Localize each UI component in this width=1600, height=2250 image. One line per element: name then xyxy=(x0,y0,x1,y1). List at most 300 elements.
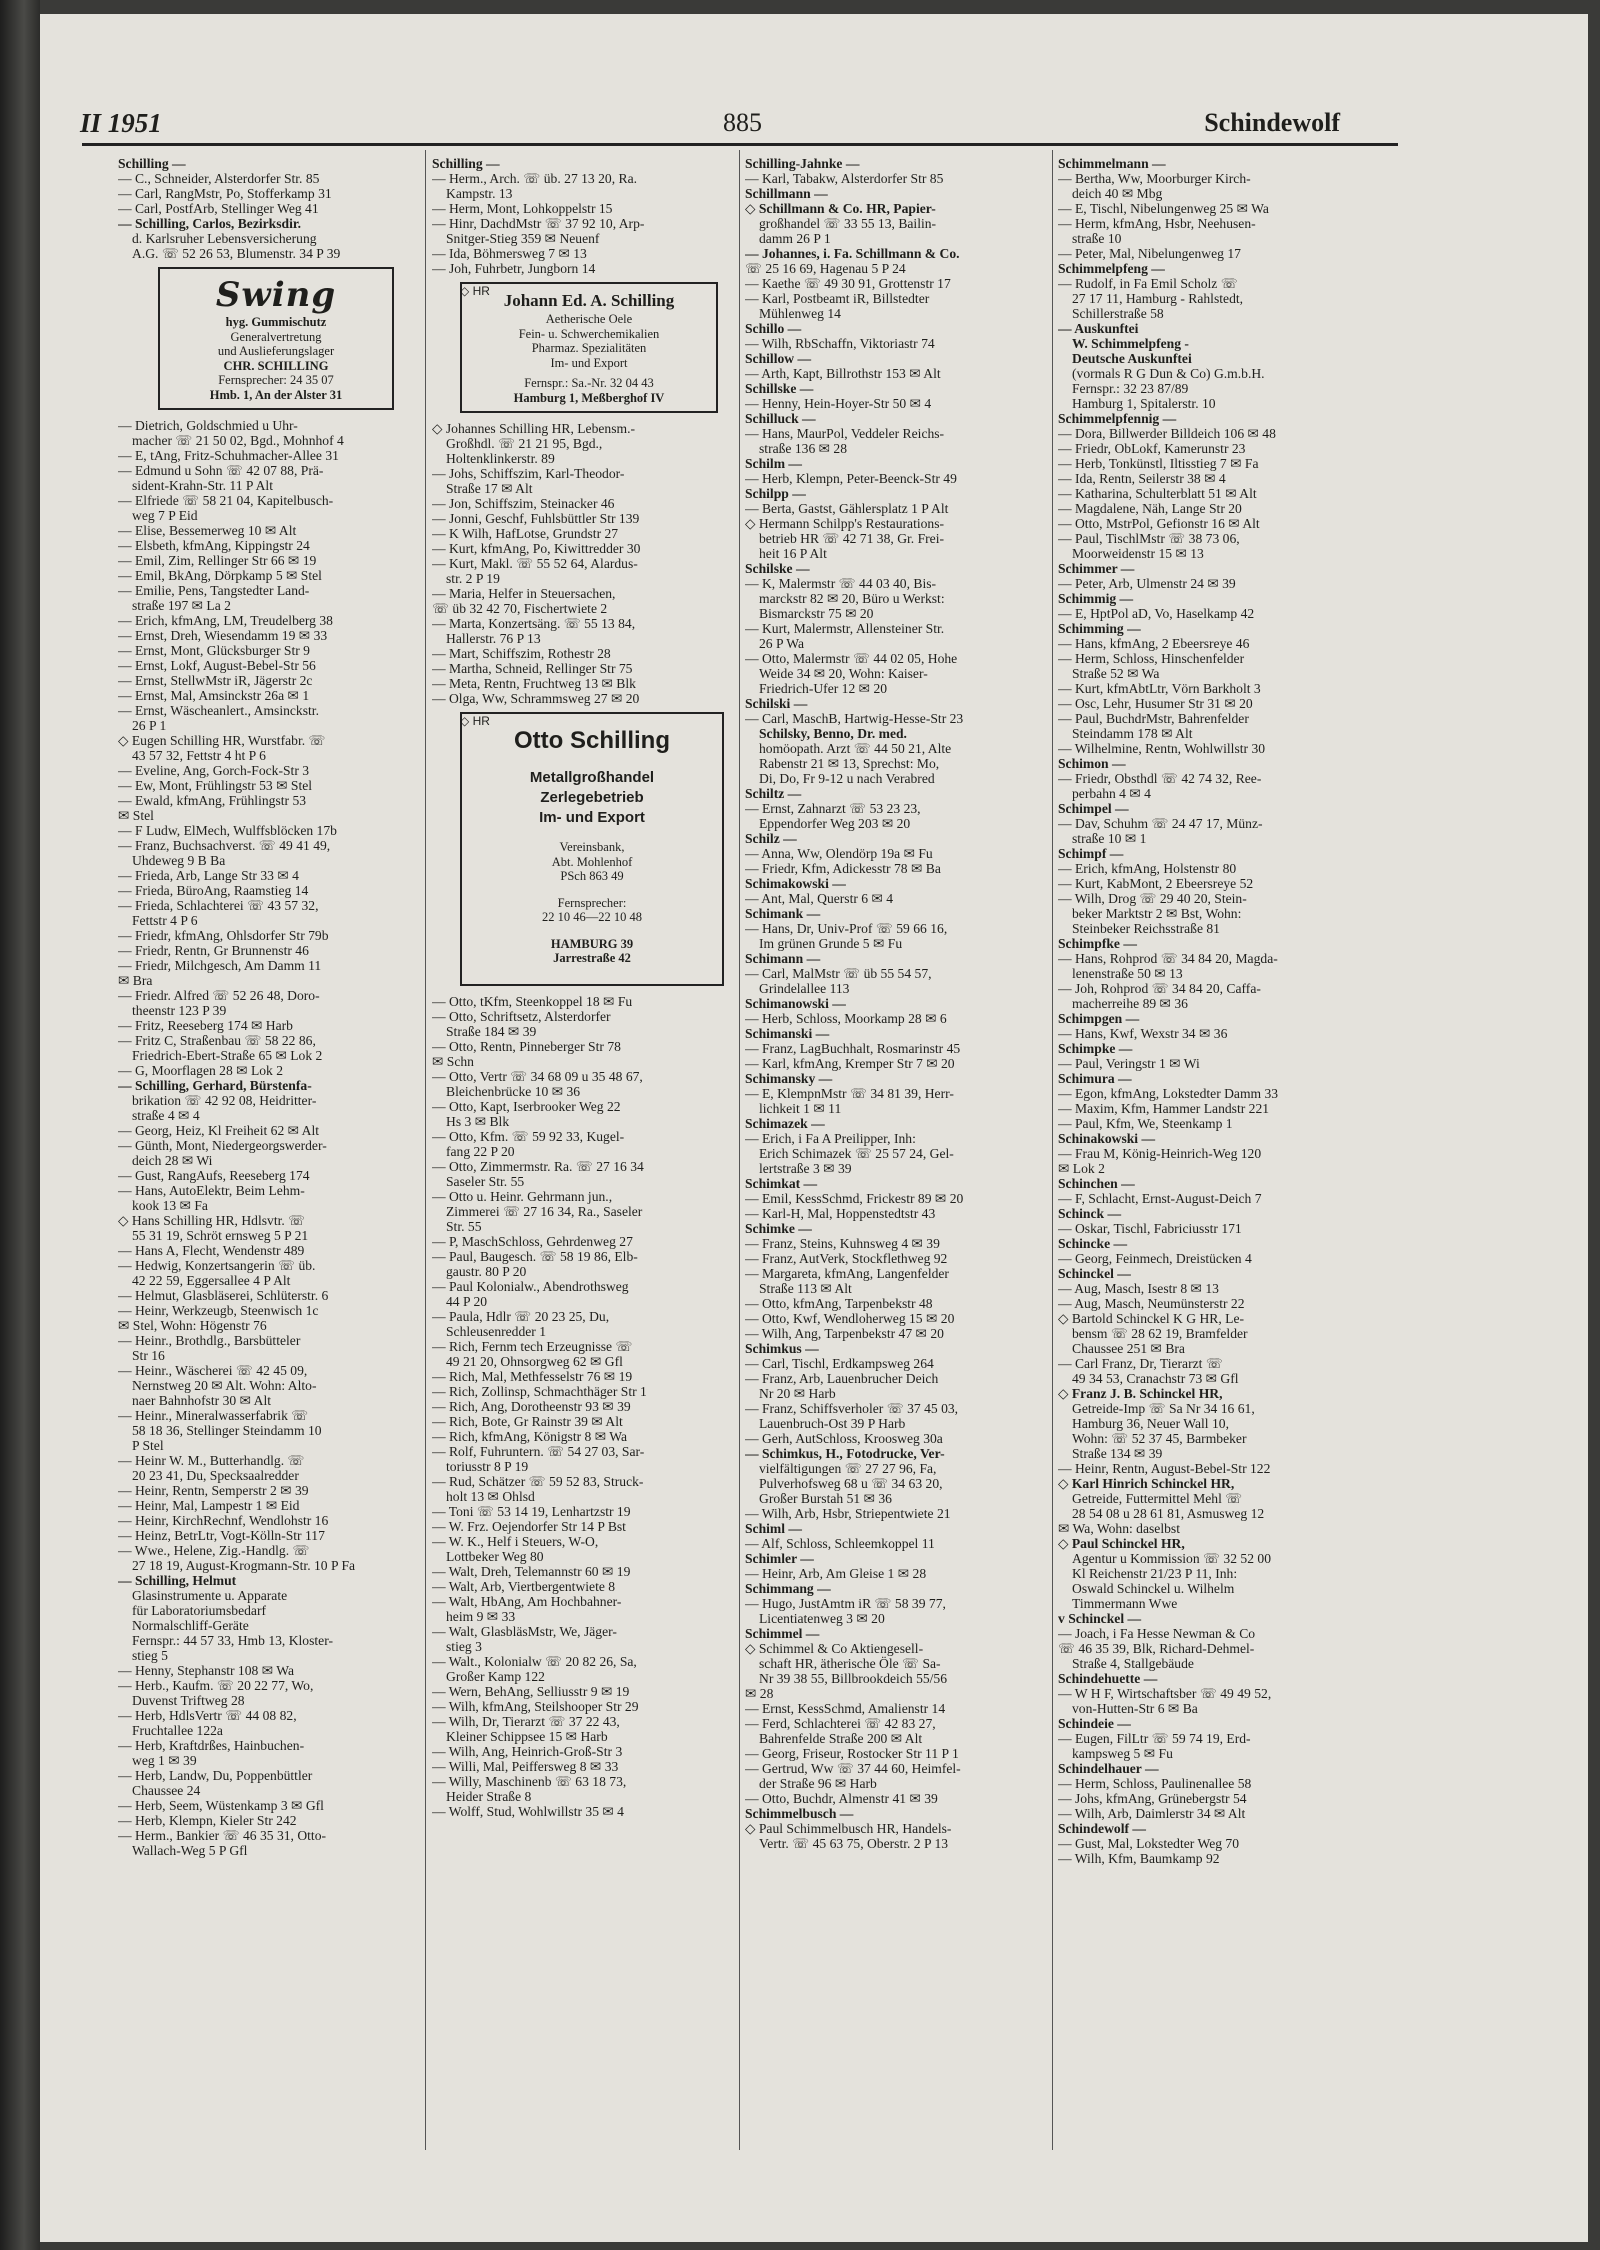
entry-line: macherreihe 89 ✉ 36 xyxy=(1072,996,1188,1011)
page-header xyxy=(80,100,1340,140)
entry-line: macher ☏ 21 50 02, Bgd., Mohnhof 4 xyxy=(132,433,344,448)
entry-line: Schiltz — xyxy=(745,786,802,801)
entry-line: toriusstr 8 P 19 xyxy=(446,1458,529,1474)
entry-line: schaft HR, ätherische Öle ☏ Sa- xyxy=(759,1656,941,1671)
entry-line: ◇ Paul Schinckel HR, xyxy=(1058,1536,1185,1551)
entry-line: — Walt, HbAng, Am Hochbahner- xyxy=(432,1593,622,1609)
entry-line: Schimkus — xyxy=(745,1341,819,1356)
entry-line: — Osc, Lehr, Husumer Str 31 ✉ 20 xyxy=(1058,696,1253,711)
entry-line: — Helmut, Glasbläserei, Schlüterstr. 6 xyxy=(118,1288,329,1303)
entry-line: Schimpke — xyxy=(1058,1041,1133,1056)
entry-line: — Toni ☏ 53 14 19, Lenhartzstr 19 xyxy=(432,1503,631,1519)
entry-line: — Ernst, Lokf, August-Bebel-Str 56 xyxy=(118,658,316,673)
entry-line: — Hans, Rohprod ☏ 34 84 20, Magda- xyxy=(1058,951,1278,966)
entry-line: — Anna, Ww, Olendörp 19a ✉ Fu xyxy=(745,846,933,861)
entry-line: Schimpgen — xyxy=(1058,1011,1140,1026)
entry-line: Schimmelbusch — xyxy=(745,1806,854,1821)
entry-line: — Kurt, kfmAbtLtr, Vörn Barkholt 3 xyxy=(1058,681,1261,696)
entry-line: Eppendorfer Weg 203 ✉ 20 xyxy=(759,816,911,831)
entry-line: Kl Reichenstr 21/23 P 11, Inh: xyxy=(1072,1566,1238,1581)
entry-line: Schilluck — xyxy=(745,411,816,426)
entry-line: — Henny, Hein-Hoyer-Str 50 ✉ 4 xyxy=(745,396,932,411)
entry-line: — Heinr, KirchRechnf, Wendlohstr 16 xyxy=(118,1513,329,1528)
entry-line: deich 40 ✉ Mbg xyxy=(1072,186,1163,201)
entry-line: — Ernst, Mont, Glücksburger Str 9 xyxy=(118,643,310,658)
entry-line: Schillow — xyxy=(745,351,812,366)
entry-line: perbahn 4 ✉ 4 xyxy=(1072,786,1151,801)
entry-line: fang 22 P 20 xyxy=(446,1143,515,1159)
entry-line: — Friedr, Kfm, Adickesstr 78 ✉ Ba xyxy=(745,861,941,876)
entry-line: Fettstr 4 P 6 xyxy=(132,913,198,928)
entry-line: lenenstraße 50 ✉ 13 xyxy=(1072,966,1183,981)
entry-line: — Herb., Kaufm. ☏ 20 22 77, Wo, xyxy=(118,1678,314,1693)
entry-line: Straße 4, Stallgebäude xyxy=(1072,1656,1194,1671)
entry-line: — Jon, Schiffszim, Steinacker 46 xyxy=(432,496,615,511)
entry-line: Lottbeker Weg 80 xyxy=(446,1548,544,1564)
entry-line: — Gerh, AutSchloss, Kroosweg 30a xyxy=(745,1431,943,1446)
entry-line: Schinckel — xyxy=(1058,1266,1131,1281)
entry-line: — C., Schneider, Alsterdorfer Str. 85 xyxy=(118,171,320,186)
entry-line: brikation ☏ 42 92 08, Heidritter- xyxy=(132,1093,317,1108)
ad-line: 22 10 46—22 10 48 xyxy=(542,910,642,924)
entry-line: Schimkat — xyxy=(745,1176,818,1191)
entry-line: — Otto u. Heinr. Gehrmann jun., xyxy=(432,1188,613,1204)
entry-line: Schilz — xyxy=(745,831,797,846)
entry-line: — Elsbeth, kfmAng, Kippingstr 24 xyxy=(118,538,310,553)
entry-line: — Aug, Masch, Isestr 8 ✉ 13 xyxy=(1058,1281,1219,1296)
entry-line: — Herb, HdlsVertr ☏ 44 08 82, xyxy=(118,1708,297,1723)
column-2 xyxy=(432,156,738,1819)
entry-line: straße 136 ✉ 28 xyxy=(759,441,848,456)
entry-line: Schimmelpfeng — xyxy=(1058,261,1165,276)
entry-line: — Dora, Billwerder Billdeich 106 ✉ 48 xyxy=(1058,426,1276,441)
entry-line: straße 10 xyxy=(1072,231,1122,246)
entry-line: Di, Do, Fr 9-12 u nach Verabred xyxy=(759,771,935,786)
entry-line: — Rich, Bote, Gr Rainstr 39 ✉ Alt xyxy=(432,1413,623,1429)
column-3 xyxy=(745,156,1051,1851)
entry-line: — Heinz, BetrLtr, Vogt-Kölln-Str 117 xyxy=(118,1528,325,1543)
entry-line: — Karl, kfmAng, Kremper Str 7 ✉ 20 xyxy=(745,1056,955,1071)
entry-line: ◇ Karl Hinrich Schinckel HR, xyxy=(1058,1476,1235,1491)
entry-line: Hallerstr. 76 P 13 xyxy=(446,631,541,646)
ad-line: PSch 863 49 xyxy=(560,869,624,883)
entry-line: ◇ Hans Schilling HR, Hdlsvtr. ☏ xyxy=(118,1213,306,1228)
column-1 xyxy=(118,156,424,1858)
entry-line: — Erich, kfmAng, Holstenstr 80 xyxy=(1058,861,1237,876)
entry-line: ☏ 25 16 69, Hagenau 5 P 24 xyxy=(745,261,906,276)
entry-line: — Carl, MalMstr ☏ üb 55 54 57, xyxy=(745,966,932,981)
ad-line: Pharmaz. Spezialitäten xyxy=(531,341,647,355)
entry-line: — Günth, Mont, Niedergeorgswerder- xyxy=(118,1138,327,1153)
entry-line: Bahrenfelde Straße 200 ✉ Alt xyxy=(759,1731,923,1746)
entry-line: — Rolf, Fuhruntern. ☏ 54 27 03, Sar- xyxy=(432,1443,645,1459)
entry-line: — Kurt, kfmAng, Po, Kiwittredder 30 xyxy=(432,541,641,556)
entry-line: — Herb, Klempn, Peter-Beenck-Str 49 xyxy=(745,471,957,486)
entry-line: — Ant, Mal, Querstr 6 ✉ 4 xyxy=(745,891,894,906)
entry-line: — Herb, Schloss, Moorkamp 28 ✉ 6 xyxy=(745,1011,947,1026)
entry-line: — Olga, Ww, Schrammsweg 27 ✉ 20 xyxy=(432,691,640,706)
entry-line: Oswald Schinckel u. Wilhelm xyxy=(1072,1581,1235,1596)
entry-line: Friedrich-Ufer 12 ✉ 20 xyxy=(759,681,888,696)
entry-line: homöopath. Arzt ☏ 44 50 21, Alte xyxy=(759,741,952,756)
entry-line: — P, MaschSchloss, Gehrdenweg 27 xyxy=(432,1233,633,1249)
entry-line: W. Schimmelpfeng - xyxy=(1072,336,1189,351)
entry-line: — Ewald, kfmAng, Frühlingstr 53 xyxy=(118,793,307,808)
entry-line: — Wilh, Arb, Hsbr, Striepentwiete 21 xyxy=(745,1506,951,1521)
ad-line: Fein- u. Schwerchemikalien xyxy=(518,326,660,341)
entry-line: Fruchtallee 122a xyxy=(132,1723,223,1738)
entry-line: — Carl, MaschB, Hartwig-Hesse-Str 23 xyxy=(745,711,964,726)
entry-line: — Georg, Heiz, Kl Freiheit 62 ✉ Alt xyxy=(118,1123,320,1138)
entry-line: — Franz, Arb, Lauenbrucher Deich xyxy=(745,1371,939,1386)
entry-line: Schimura — xyxy=(1058,1071,1132,1086)
entry-line: — Schilling, Gerhard, Bürstenfa- xyxy=(118,1078,312,1093)
entry-line: — Elise, Bessemerweg 10 ✉ Alt xyxy=(118,523,297,538)
entry-line: Steinbeker Reichsstraße 81 xyxy=(1072,921,1220,936)
entry-line: — Herb, Klempn, Kieler Str 242 xyxy=(118,1813,297,1828)
entry-line: Vertr. ☏ 45 63 75, Oberstr. 2 P 13 xyxy=(759,1836,949,1851)
entry-line: — Eveline, Ang, Gorch-Fock-Str 3 xyxy=(118,763,310,778)
entry-line: Schillo — xyxy=(745,321,802,336)
entry-line: 27 17 11, Hamburg - Rahlstedt, xyxy=(1072,291,1244,306)
entry-line: Straße 17 ✉ Alt xyxy=(446,481,533,496)
entry-line: — Herm, Mont, Lohkoppelstr 15 xyxy=(432,201,613,216)
ad-line: Fernsprecher: 24 35 07 xyxy=(218,373,334,387)
ad-line: Abt. Mohlenhof xyxy=(551,854,633,869)
entry-line: Duvenst Triftweg 28 xyxy=(132,1693,245,1708)
entry-line: — Herm, Schloss, Hinschenfelder xyxy=(1058,651,1245,666)
entry-line: — Heinr W. M., Butterhandlg. ☏ xyxy=(118,1453,305,1468)
entry-line: — Dietrich, Goldschmied u Uhr- xyxy=(118,418,298,433)
entry-line: — Hans, MaurPol, Veddeler Reichs- xyxy=(745,426,945,441)
entry-line: — Georg, Friseur, Rostocker Str 11 P 1 xyxy=(745,1746,959,1761)
entry-line: Moorweidenstr 15 ✉ 13 xyxy=(1072,546,1204,561)
entry-line: — E, KlempnMstr ☏ 34 81 39, Herr- xyxy=(745,1086,954,1101)
entry-line: ☏ üb 32 42 70, Fischertwiete 2 xyxy=(432,601,608,616)
entry-line: Schinakowski — xyxy=(1058,1131,1156,1146)
entry-line: Schimmer — xyxy=(1058,561,1135,576)
entry-line: Großer Kamp 122 xyxy=(446,1668,545,1684)
entry-line: Lauenbruch-Ost 39 P Harb xyxy=(759,1416,906,1431)
entry-line: bensm ☏ 28 62 19, Bramfelder xyxy=(1072,1326,1248,1341)
entry-line: — Elfriede ☏ 58 21 04, Kapitelbusch- xyxy=(118,493,334,508)
entry-line: — Willy, Maschinenb ☏ 63 18 73, xyxy=(432,1773,627,1789)
entry-line: Schimazek — xyxy=(745,1116,825,1131)
entry-line: — Gust, RangAufs, Reeseberg 174 xyxy=(118,1168,310,1183)
ad-line: Im- und Export xyxy=(550,355,628,370)
entry-line: ◇ Bartold Schinckel K G HR, Le- xyxy=(1058,1311,1245,1326)
entry-line: marckstr 82 ✉ 20, Büro u Werkst: xyxy=(759,591,945,606)
entry-line: 27 18 19, August-Krogmann-Str. 10 P Fa xyxy=(132,1558,356,1573)
entry-line: Nr 39 38 55, Billbrookdeich 55/56 xyxy=(759,1671,948,1686)
entry-line: Fernspr.: 44 57 33, Hmb 13, Kloster- xyxy=(132,1633,333,1648)
entry-line: Fernspr.: 32 23 87/89 xyxy=(1072,381,1189,396)
entry-line: — Heinr., Mineralwasserfabrik ☏ xyxy=(118,1408,309,1423)
ad-line: Jarrestraße 42 xyxy=(553,951,631,965)
entry-line: — Ernst, Dreh, Wiesendamm 19 ✉ 33 xyxy=(118,628,328,643)
entry-line: — Erich, i Fa A Preilipper, Inh: xyxy=(745,1131,916,1146)
swing-advertisement xyxy=(158,267,394,410)
entry-line: — Kurt, KabMont, 2 Ebeersreye 52 xyxy=(1058,876,1254,891)
entry-line: 55 31 19, Schröt ernsweg 5 P 21 xyxy=(132,1228,309,1243)
column-divider xyxy=(739,150,740,2150)
entry-line: — Karl, Tabakw, Alsterdorfer Str 85 xyxy=(745,171,944,186)
entry-line: der Straße 96 ✉ Harb xyxy=(759,1776,877,1791)
entry-line: — Frieda, Schlachterei ☏ 43 57 32, xyxy=(118,898,319,913)
entry-line: — G, Moorflagen 28 ✉ Lok 2 xyxy=(118,1063,284,1078)
entry-line: — Paul Kolonialw., Abendrothsweg xyxy=(432,1278,629,1294)
entry-line: — Carl, PostfArb, Stellinger Weg 41 xyxy=(118,201,319,216)
entry-line: — Ernst, Mal, Amsinckstr 26a ✉ 1 xyxy=(118,688,310,703)
entry-line: Schimpfke — xyxy=(1058,936,1137,951)
entry-line: — Rud, Schätzer ☏ 59 52 83, Struck- xyxy=(432,1473,644,1489)
entry-line: sident-Krahn-Str. 11 P Alt xyxy=(132,478,273,493)
entry-line: — Schimkus, H., Fotodrucke, Ver- xyxy=(745,1446,945,1461)
entry-line: von-Hutten-Str 6 ✉ Ba xyxy=(1072,1701,1198,1716)
ad-line: Zerlegebetrieb xyxy=(540,789,644,806)
ad-line: HAMBURG 39 xyxy=(550,936,634,951)
entry-line: — Schilling, Carlos, Bezirksdir. xyxy=(118,216,302,231)
entry-line: — Paul, Baugesch. ☏ 58 19 86, Elb- xyxy=(432,1248,638,1264)
entry-line: ✉ Bra xyxy=(118,973,153,988)
entry-line: 44 P 20 xyxy=(446,1293,488,1309)
entry-line: — Aug, Masch, Neumünsterstr 22 xyxy=(1058,1296,1245,1311)
entry-line: — Otto, MstrPol, Gefionstr 16 ✉ Alt xyxy=(1058,516,1260,531)
entry-line: — Walt., Kolonialw ☏ 20 82 26, Sa, xyxy=(432,1653,637,1669)
entry-line: — Paul, Veringstr 1 ✉ Wi xyxy=(1058,1056,1200,1071)
entry-line: — Wilh, kfmAng, Steilshooper Str 29 xyxy=(432,1698,639,1714)
entry-line: — Wilh, Ang, Tarpenbekstr 47 ✉ 20 xyxy=(745,1326,944,1341)
entry-line: Schimpel — xyxy=(1058,801,1129,816)
hr-register-tag: ◇ HR xyxy=(460,284,490,298)
entry-line: Schimler — xyxy=(745,1551,814,1566)
entry-line: Hamburg 36, Neuer Wall 10, xyxy=(1072,1416,1229,1431)
entry-line: — Otto, tKfm, Steenkoppel 18 ✉ Fu xyxy=(432,993,633,1009)
entry-line: stieg 3 xyxy=(446,1638,482,1654)
entry-line: 26 P Wa xyxy=(759,636,804,651)
entry-line: — Joh, Fuhrbetr, Jungborn 14 xyxy=(432,261,596,276)
entry-line: Str. 55 xyxy=(446,1218,482,1234)
entry-line: theenstr 123 P 39 xyxy=(132,1003,227,1018)
entry-line: Chaussee 24 xyxy=(132,1783,201,1798)
entry-line: — Hugo, JustAmtm iR ☏ 58 39 77, xyxy=(745,1596,946,1611)
entry-line: — Wilh, Drog ☏ 29 40 20, Stein- xyxy=(1058,891,1247,906)
entry-line: ✉ Stel xyxy=(118,808,154,823)
entry-line: — W. Frz. Oejendorfer Str 14 P Bst xyxy=(432,1518,626,1534)
entry-line: Wohn: ☏ 52 37 45, Barmbeker xyxy=(1072,1431,1247,1446)
entry-line: Getreide-Imp ☏ Sa Nr 34 16 61, xyxy=(1072,1401,1255,1416)
entry-line: Schimank — xyxy=(745,906,821,921)
entry-line: (vormals R G Dun & Co) G.m.b.H. xyxy=(1072,366,1265,381)
entry-line: — Hans, Dr, Univ-Prof ☏ 59 66 16, xyxy=(745,921,948,936)
entry-line: — Fritz, Reeseberg 174 ✉ Harb xyxy=(118,1018,293,1033)
ad-line: Fernsprecher: xyxy=(557,895,627,910)
entry-line: stieg 5 xyxy=(132,1648,168,1663)
entry-line: — Wern, BehAng, Selliusstr 9 ✉ 19 xyxy=(432,1683,630,1699)
entry-line: ◇ Hermann Schilpp's Restaurations- xyxy=(745,516,945,531)
entry-line: — Franz, Schiffsverholer ☏ 37 45 03, xyxy=(745,1401,959,1416)
entry-line: Nr 20 ✉ Harb xyxy=(759,1386,836,1401)
entry-line: — Emilie, Pens, Tangstedter Land- xyxy=(118,583,310,598)
entry-line: Schinchen — xyxy=(1058,1176,1135,1191)
entry-line: Schimmelmann — xyxy=(1058,156,1166,171)
entry-line: — Herm., Bankier ☏ 46 35 31, Otto- xyxy=(118,1828,327,1843)
entry-line: — Mart, Schiffszim, Rothestr 28 xyxy=(432,646,611,661)
entry-line: 26 P 1 xyxy=(132,718,167,733)
entry-line: Schimanowski — xyxy=(745,996,846,1011)
entry-line: Erich Schimazek ☏ 25 57 24, Gel- xyxy=(759,1146,954,1161)
entry-line: 43 57 32, Fettstr 4 ht P 6 xyxy=(132,748,266,763)
entry-line: Schimakowski — xyxy=(745,876,846,891)
entry-line: — Peter, Arb, Ulmenstr 24 ✉ 39 xyxy=(1058,576,1236,591)
entry-line: — Herb, Seem, Wüstenkamp 3 ✉ Gfl xyxy=(118,1798,324,1813)
entry-line: — Emil, KessSchmd, Frickestr 89 ✉ 20 xyxy=(745,1191,964,1206)
entry-line: — Heinr, Arb, Am Gleise 1 ✉ 28 xyxy=(745,1566,927,1581)
entry-line: straße 197 ✉ La 2 xyxy=(132,598,231,613)
entry-line: — E, HptPol aD, Vo, Haselkamp 42 xyxy=(1058,606,1255,621)
entry-line: — Ida, Rentn, Seilerstr 38 ✉ 4 xyxy=(1058,471,1226,486)
entry-line: — Ernst, Zahnarzt ☏ 53 23 23, xyxy=(745,801,921,816)
entry-line: Rabenstr 21 ✉ 13, Sprechst: Mo, xyxy=(759,756,940,771)
entry-line: Heider Straße 8 xyxy=(446,1788,532,1804)
entry-line: — Hinr, DachdMstr ☏ 37 92 10, Arp- xyxy=(432,216,645,231)
ad-title: Johann Ed. A. Schilling xyxy=(503,291,675,310)
ad-line: Hamburg 1, Meßberghof IV xyxy=(513,390,665,405)
entry-line: Schimpf — xyxy=(1058,846,1124,861)
entry-line: holt 13 ✉ Ohlsd xyxy=(446,1488,535,1504)
entry-line: ✉ Wa, Wohn: daselbst xyxy=(1058,1521,1180,1536)
johann-schilling-advertisement xyxy=(460,282,718,413)
entry-line: Schillske — xyxy=(745,381,814,396)
entry-line: — Herm, kfmAng, Hsbr, Neehusen- xyxy=(1058,216,1256,231)
entry-line: — Berta, Gastst, Gählersplatz 1 P Alt xyxy=(745,501,949,516)
entry-line: 58 18 36, Stellinger Steindamm 10 xyxy=(132,1423,322,1438)
entry-line: — Herm., Arch. ☏ üb. 27 13 20, Ra. xyxy=(432,171,638,186)
header-catchword: Schindewolf xyxy=(1204,108,1340,137)
entry-line: — Otto, Rentn, Pinneberger Str 78 xyxy=(432,1038,621,1054)
entry-line: Schillmann — xyxy=(745,186,828,201)
entry-line: — Rich, kfmAng, Königstr 8 ✉ Wa xyxy=(432,1428,628,1444)
entry-line: Glasinstrumente u. Apparate xyxy=(132,1588,288,1603)
entry-line: — Heinr, Werkzeugb, Steenwisch 1c xyxy=(118,1303,319,1318)
entry-line: — Frieda, BüroAng, Raamstieg 14 xyxy=(118,883,309,898)
ad-line: Im- und Export xyxy=(539,809,645,826)
entry-line: Normalschliff-Geräte xyxy=(132,1618,249,1633)
entry-line: — Ernst, KessSchmd, Amalienstr 14 xyxy=(745,1701,946,1716)
page-number: 885 xyxy=(723,108,762,137)
entry-line: Uhdeweg 9 B Ba xyxy=(132,853,226,868)
entry-line: Str 16 xyxy=(132,1348,165,1363)
entry-line: — Carl Franz, Dr, Tierarzt ☏ xyxy=(1058,1356,1223,1371)
entry-line: — Walt, Arb, Viertbergentwiete 8 xyxy=(432,1578,616,1594)
ad-line: hyg. Gummischutz xyxy=(225,315,327,329)
entry-line: Schinck — xyxy=(1058,1206,1122,1221)
entry-line: — Kaethe ☏ 49 30 91, Grottenstr 17 xyxy=(745,276,951,291)
column-divider xyxy=(425,150,426,2150)
entry-line: — Wilh, Ang, Heinrich-Groß-Str 3 xyxy=(432,1743,623,1759)
entry-line: 49 34 53, Cranachstr 73 ✉ Gfl xyxy=(1072,1371,1239,1386)
entry-line: Hs 3 ✉ Blk xyxy=(446,1113,510,1129)
entry-line: — Ferd, Schlachterei ☏ 42 83 27, xyxy=(745,1716,936,1731)
entry-line: — Karl, Postbeamt iR, Billstedter xyxy=(745,291,930,306)
ad-line: CHR. SCHILLING xyxy=(223,358,329,373)
header-volume-year: II 1951 xyxy=(80,108,162,138)
entry-line: — Arth, Kapt, Billrothstr 153 ✉ Alt xyxy=(745,366,941,381)
entry-line: — F Ludw, ElMech, Wulffsblöcken 17b xyxy=(118,823,337,838)
entry-line: Schleusenredder 1 xyxy=(446,1323,547,1339)
entry-line: weg 7 P Eid xyxy=(132,508,198,523)
entry-line: — Kurt, Makl. ☏ 55 52 64, Alardus- xyxy=(432,556,638,571)
entry-line: für Laboratoriumsbedarf xyxy=(132,1603,266,1618)
entry-line: — Heinr., Brothdlg., Barsbütteler xyxy=(118,1333,301,1348)
entry-line: Schincke — xyxy=(1058,1236,1128,1251)
entry-line: — Rich, Zollinsp, Schmachthäger Str 1 xyxy=(432,1383,647,1399)
entry-line: — Carl, Tischl, Erdkampsweg 264 xyxy=(745,1356,934,1371)
entry-line: — Joach, i Fa Hesse Newman & Co xyxy=(1058,1626,1256,1641)
otto-schilling-advertisement xyxy=(460,712,724,986)
entry-line: — Herb, Tonkünstl, Iltisstieg 7 ✉ Fa xyxy=(1058,456,1259,471)
entry-line: — Joh, Rohprod ☏ 34 84 20, Caffa- xyxy=(1058,981,1261,996)
entry-line: heit 16 P Alt xyxy=(759,546,827,561)
entry-line: — Paul, Kfm, We, Steenkamp 1 xyxy=(1058,1116,1233,1131)
entry-line: Friedrich-Ebert-Straße 65 ✉ Lok 2 xyxy=(132,1048,323,1063)
entry-line: — Auskunftei xyxy=(1058,321,1139,336)
entry-line: damm 26 P 1 xyxy=(759,231,831,246)
entry-line: Schimmelpfennig — xyxy=(1058,411,1177,426)
entry-line: Saseler Str. 55 xyxy=(446,1173,525,1189)
entry-line: Nernstweg 20 ✉ Alt. Wohn: Alto- xyxy=(132,1378,317,1393)
entry-line: — Magdalene, Näh, Lange Str 20 xyxy=(1058,501,1242,516)
ad-line: Aetherische Oele xyxy=(545,312,633,326)
entry-line: Schimanski — xyxy=(745,1026,830,1041)
entry-line: 28 54 08 u 28 61 81, Asmusweg 12 xyxy=(1072,1506,1265,1521)
entry-line: Hamburg 1, Spitalerstr. 10 xyxy=(1072,396,1216,411)
entry-line: — Gust, Mal, Lokstedter Weg 70 xyxy=(1058,1836,1240,1851)
entry-line: — Rich, Fernm tech Erzeugnisse ☏ xyxy=(432,1338,633,1354)
entry-line: — Franz, Steins, Kuhnsweg 4 ✉ 39 xyxy=(745,1236,940,1251)
entry-line: Schindehuette — xyxy=(1058,1671,1158,1686)
entry-line: — Wilh, Dr, Tierarzt ☏ 37 22 43, xyxy=(432,1713,620,1729)
entry-line: — W. K., Helf i Steuers, W-O, xyxy=(432,1533,599,1549)
entry-line: weg 1 ✉ 39 xyxy=(132,1753,197,1768)
entry-line: — Hans A, Flecht, Wendenstr 489 xyxy=(118,1243,305,1258)
entry-line: — Heinr, Mal, Lampestr 1 ✉ Eid xyxy=(118,1498,300,1513)
ad-line: Fernspr.: Sa.-Nr. 32 04 43 xyxy=(524,376,654,390)
entry-line: Kleiner Schippsee 15 ✉ Harb xyxy=(446,1728,608,1744)
ad-line: Metallgroßhandel xyxy=(529,769,655,786)
entry-line: Großer Burstah 51 ✉ 36 xyxy=(759,1491,892,1506)
entry-line: deich 28 ✉ Wi xyxy=(132,1153,213,1168)
entry-line: Schilm — xyxy=(745,456,803,471)
entry-line: naer Bahnhofstr 30 ✉ Alt xyxy=(132,1393,271,1408)
entry-line: — Otto, Malermstr ☏ 44 02 05, Hohe xyxy=(745,651,958,666)
entry-line: — Ew, Mont, Frühlingstr 53 ✉ Stel xyxy=(118,778,313,793)
entry-line: Großhdl. ☏ 21 21 95, Bgd., xyxy=(446,436,603,451)
entry-line: Schindeie — xyxy=(1058,1716,1131,1731)
entry-line: str. 2 P 19 xyxy=(446,571,500,586)
entry-line: Schimming — xyxy=(1058,621,1141,636)
entry-line: v Schinckel — xyxy=(1058,1611,1142,1626)
entry-line: — E, Tischl, Nibelungenweg 25 ✉ Wa xyxy=(1058,201,1269,216)
entry-line: — Frau M, König-Heinrich-Weg 120 xyxy=(1058,1146,1262,1161)
entry-line: — Paul, BuchdrMstr, Bahrenfelder xyxy=(1058,711,1249,726)
entry-line: lertstraße 3 ✉ 39 xyxy=(759,1161,852,1176)
hr-register-tag: ◇ HR xyxy=(460,714,490,728)
entry-line: — Friedr, Rentn, Gr Brunnenstr 46 xyxy=(118,943,309,958)
entry-line: — Paula, Hdlr ☏ 20 23 25, Du, xyxy=(432,1308,610,1324)
entry-line: Straße 184 ✉ 39 xyxy=(446,1023,537,1039)
entry-line: — Rich, Mal, Methfesselstr 76 ✉ 19 xyxy=(432,1368,633,1384)
